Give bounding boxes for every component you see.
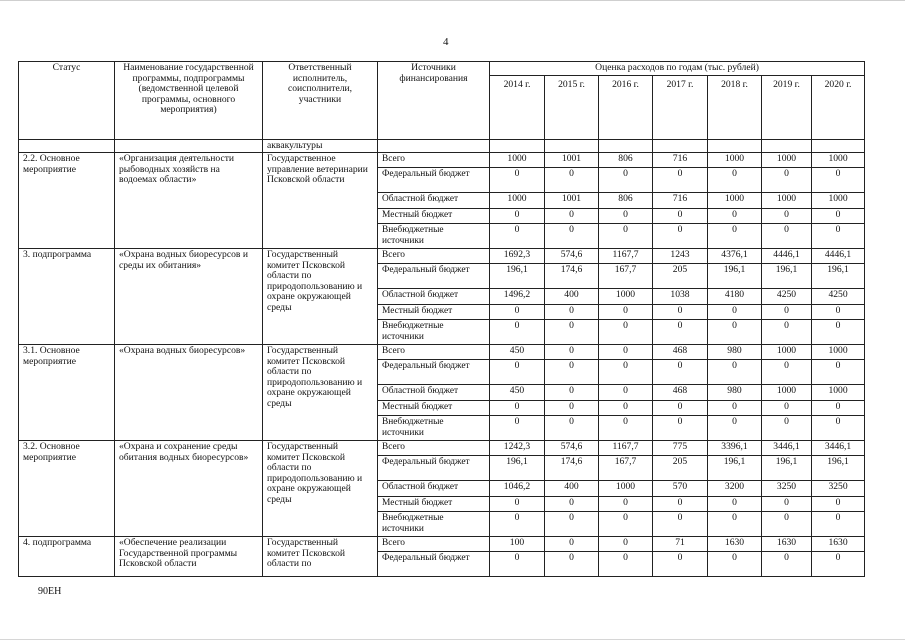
source-cell: Областной бюджет [378,289,490,305]
year-header: 2015 г. [545,75,599,139]
value-cell: 716 [653,193,708,209]
value-cell: 196,1 [812,264,865,289]
name-cell: «Охрана и сохранение среды обитания водных биоресурсов» [115,441,263,537]
page-number: 4 [443,36,449,48]
table-row [19,537,865,552]
year-header: 2016 г. [599,75,653,139]
table-cell [378,139,490,153]
value-cell: 0 [708,360,762,385]
value-cell: 0 [653,360,708,385]
value-cell: 4180 [708,289,762,305]
value-cell: 1630 [708,537,762,552]
value-cell: 0 [545,416,599,441]
value-cell: 400 [545,289,599,305]
value-cell: 0 [599,416,653,441]
source-cell: Федеральный бюджет [378,552,490,577]
value-cell: 1167,7 [599,249,653,264]
source-cell: Областной бюджет [378,385,490,401]
value-cell: 1000 [599,289,653,305]
value-cell: 174,6 [545,264,599,289]
value-cell: 71 [653,537,708,552]
value-cell: 0 [812,401,865,416]
source-cell: Внебюджетные источники [378,224,490,249]
value-cell: 0 [599,385,653,401]
value-cell: 980 [708,345,762,360]
status-cell: 4. подпрограмма [19,537,115,577]
value-cell: 0 [653,168,708,193]
value-cell: 0 [490,168,545,193]
name-cell: «Охрана водных биоресурсов и среды их обитания» [115,249,263,345]
value-cell: 174,6 [545,456,599,481]
value-cell: 0 [545,385,599,401]
value-cell: 1000 [812,193,865,209]
name-cell: «Охрана водных биоресурсов» [115,345,263,441]
value-cell: 0 [490,512,545,537]
value-cell: 806 [599,153,653,168]
year-header: 2019 г. [762,75,812,139]
value-cell: 0 [762,512,812,537]
value-cell: 0 [812,512,865,537]
value-cell: 450 [490,385,545,401]
source-cell: Федеральный бюджет [378,360,490,385]
value-cell: 1496,2 [490,289,545,305]
value-cell: 1692,3 [490,249,545,264]
value-cell: 0 [812,320,865,345]
value-cell: 0 [653,552,708,577]
value-cell: 0 [545,345,599,360]
source-cell: Местный бюджет [378,497,490,512]
value-cell: 3200 [708,481,762,497]
executor-header: Ответственный исполнитель, соисполнители, участники [263,62,378,140]
value-cell: 4446,1 [762,249,812,264]
value-cell: 0 [708,552,762,577]
value-cell: 0 [708,416,762,441]
value-cell: 3446,1 [762,441,812,456]
executor-cell: Государственный комитет Псковской области по [263,537,378,577]
value-cell: 0 [762,305,812,320]
value-cell: 0 [490,305,545,320]
source-cell: Местный бюджет [378,209,490,224]
value-cell: 0 [545,512,599,537]
value-cell: 0 [490,360,545,385]
value-cell: 1000 [599,481,653,497]
value-cell: 1000 [490,153,545,168]
value-cell: 4250 [762,289,812,305]
source-cell: Внебюджетные источники [378,416,490,441]
value-cell: 0 [762,168,812,193]
value-cell: 1242,3 [490,441,545,456]
value-cell: 3446,1 [812,441,865,456]
executor-cell: Государственный комитет Псковской области по природопользованию и охране окружающей среды [263,345,378,441]
value-cell: 0 [708,209,762,224]
value-cell: 167,7 [599,264,653,289]
value-cell: 0 [599,497,653,512]
value-cell: 196,1 [708,456,762,481]
source-cell: Местный бюджет [378,305,490,320]
value-cell: 400 [545,481,599,497]
executor-cell: Государственный комитет Псковской области по природопользованию и охране окружающей среды [263,249,378,345]
value-cell: 1000 [812,153,865,168]
name-cell: «Обеспечение реализации Государственной программы Псковской области [115,537,263,577]
source-cell: Областной бюджет [378,481,490,497]
value-cell: 205 [653,264,708,289]
value-cell: 0 [599,320,653,345]
value-cell: 0 [599,360,653,385]
value-cell: 1000 [762,385,812,401]
value-cell: 0 [545,552,599,577]
value-cell: 3396,1 [708,441,762,456]
value-cell: 0 [762,209,812,224]
continuation-text: аквакультуры [263,139,378,153]
source-cell: Внебюджетные источники [378,320,490,345]
value-cell: 0 [762,552,812,577]
value-cell: 3250 [762,481,812,497]
value-cell: 0 [545,401,599,416]
value-cell: 0 [490,401,545,416]
value-cell: 0 [708,168,762,193]
table-row [19,345,865,360]
value-cell: 775 [653,441,708,456]
table-cell [490,139,545,153]
status-cell: 3. подпрограмма [19,249,115,345]
name-cell: «Организация деятельности рыбоводных хозяйств на водоемах области» [115,153,263,249]
value-cell: 0 [762,320,812,345]
executor-cell: Государственное управление ветеринарии Псковской области [263,153,378,249]
value-cell: 1000 [762,153,812,168]
value-cell: 1243 [653,249,708,264]
value-cell: 0 [490,224,545,249]
value-cell: 1000 [762,193,812,209]
value-cell: 1000 [812,345,865,360]
estimate-header: Оценка расходов по годам (тыс. рублей) [490,62,865,76]
value-cell: 0 [708,512,762,537]
footer-code: 90ЕН [38,586,62,597]
value-cell: 0 [812,497,865,512]
value-cell: 0 [545,168,599,193]
value-cell: 196,1 [490,456,545,481]
table-cell [545,139,599,153]
value-cell: 0 [599,401,653,416]
value-cell: 468 [653,385,708,401]
year-header: 2020 г. [812,75,865,139]
table-cell [115,139,263,153]
value-cell: 0 [653,209,708,224]
value-cell: 1630 [762,537,812,552]
scan-edge-top [0,0,905,1]
value-cell: 0 [708,401,762,416]
table-cell [599,139,653,153]
value-cell: 196,1 [490,264,545,289]
value-cell: 468 [653,345,708,360]
table-cell [19,139,115,153]
source-cell: Всего [378,249,490,264]
value-cell: 0 [653,497,708,512]
value-cell: 0 [812,168,865,193]
value-cell: 0 [653,512,708,537]
value-cell: 167,7 [599,456,653,481]
table-cell [762,139,812,153]
value-cell: 0 [708,224,762,249]
table-row [19,441,865,456]
status-cell: 3.2. Основное мероприятие [19,441,115,537]
value-cell: 205 [653,456,708,481]
value-cell: 4446,1 [812,249,865,264]
value-cell: 0 [812,224,865,249]
sources-header: Источники финансирования [378,62,490,140]
source-cell: Федеральный бюджет [378,264,490,289]
value-cell: 0 [653,305,708,320]
value-cell: 574,6 [545,249,599,264]
status-cell: 3.1. Основное мероприятие [19,345,115,441]
value-cell: 0 [812,416,865,441]
value-cell: 0 [599,537,653,552]
source-cell: Внебюджетные источники [378,512,490,537]
table-row [19,249,865,264]
value-cell: 716 [653,153,708,168]
value-cell: 1001 [545,153,599,168]
value-cell: 1038 [653,289,708,305]
value-cell: 0 [762,360,812,385]
value-cell: 196,1 [812,456,865,481]
value-cell: 1000 [762,345,812,360]
value-cell: 0 [599,345,653,360]
value-cell: 0 [545,537,599,552]
source-cell: Местный бюджет [378,401,490,416]
value-cell: 570 [653,481,708,497]
value-cell: 0 [708,320,762,345]
value-cell: 1000 [708,193,762,209]
value-cell: 0 [599,209,653,224]
value-cell: 1000 [490,193,545,209]
table-cell [653,139,708,153]
value-cell: 450 [490,345,545,360]
value-cell: 4376,1 [708,249,762,264]
value-cell: 0 [599,224,653,249]
budget-table [18,61,865,577]
value-cell: 0 [490,320,545,345]
value-cell: 1000 [812,385,865,401]
value-cell: 0 [812,552,865,577]
value-cell: 0 [599,305,653,320]
value-cell: 0 [653,224,708,249]
value-cell: 0 [708,305,762,320]
value-cell: 3250 [812,481,865,497]
value-cell: 0 [762,224,812,249]
value-cell: 0 [545,224,599,249]
value-cell: 0 [545,320,599,345]
value-cell: 0 [545,209,599,224]
value-cell: 980 [708,385,762,401]
source-cell: Всего [378,441,490,456]
value-cell: 0 [708,497,762,512]
value-cell: 0 [545,497,599,512]
source-cell: Областной бюджет [378,193,490,209]
value-cell: 1000 [708,153,762,168]
value-cell: 1167,7 [599,441,653,456]
value-cell: 196,1 [762,456,812,481]
executor-cell: Государственный комитет Псковской области по природопользованию и охране окружающей среды [263,441,378,537]
table-row [19,153,865,168]
source-cell: Всего [378,153,490,168]
table-cell [812,139,865,153]
value-cell: 0 [490,552,545,577]
value-cell: 1630 [812,537,865,552]
source-cell: Федеральный бюджет [378,168,490,193]
value-cell: 0 [812,305,865,320]
value-cell: 0 [762,497,812,512]
value-cell: 0 [490,209,545,224]
header-row [19,62,865,76]
status-header: Статус [19,62,115,140]
value-cell: 1046,2 [490,481,545,497]
value-cell: 196,1 [708,264,762,289]
value-cell: 0 [812,360,865,385]
value-cell: 574,6 [545,441,599,456]
value-cell: 0 [812,209,865,224]
year-header: 2018 г. [708,75,762,139]
value-cell: 0 [545,305,599,320]
value-cell: 0 [599,552,653,577]
name-header: Наименование государственной программы, подпрограммы (ведомственной целевой программы, основного мероприятия) [115,62,263,140]
value-cell: 0 [490,497,545,512]
value-cell: 0 [599,168,653,193]
source-cell: Федеральный бюджет [378,456,490,481]
continuation-row [19,139,865,153]
value-cell: 4250 [812,289,865,305]
value-cell: 196,1 [762,264,812,289]
value-cell: 1001 [545,193,599,209]
value-cell: 0 [599,512,653,537]
value-cell: 100 [490,537,545,552]
value-cell: 0 [653,320,708,345]
value-cell: 0 [545,360,599,385]
value-cell: 0 [490,416,545,441]
status-cell: 2.2. Основное мероприятие [19,153,115,249]
source-cell: Всего [378,537,490,552]
source-cell: Всего [378,345,490,360]
value-cell: 806 [599,193,653,209]
value-cell: 0 [762,416,812,441]
year-header: 2014 г. [490,75,545,139]
year-header: 2017 г. [653,75,708,139]
table-cell [708,139,762,153]
value-cell: 0 [653,401,708,416]
value-cell: 0 [762,401,812,416]
value-cell: 0 [653,416,708,441]
